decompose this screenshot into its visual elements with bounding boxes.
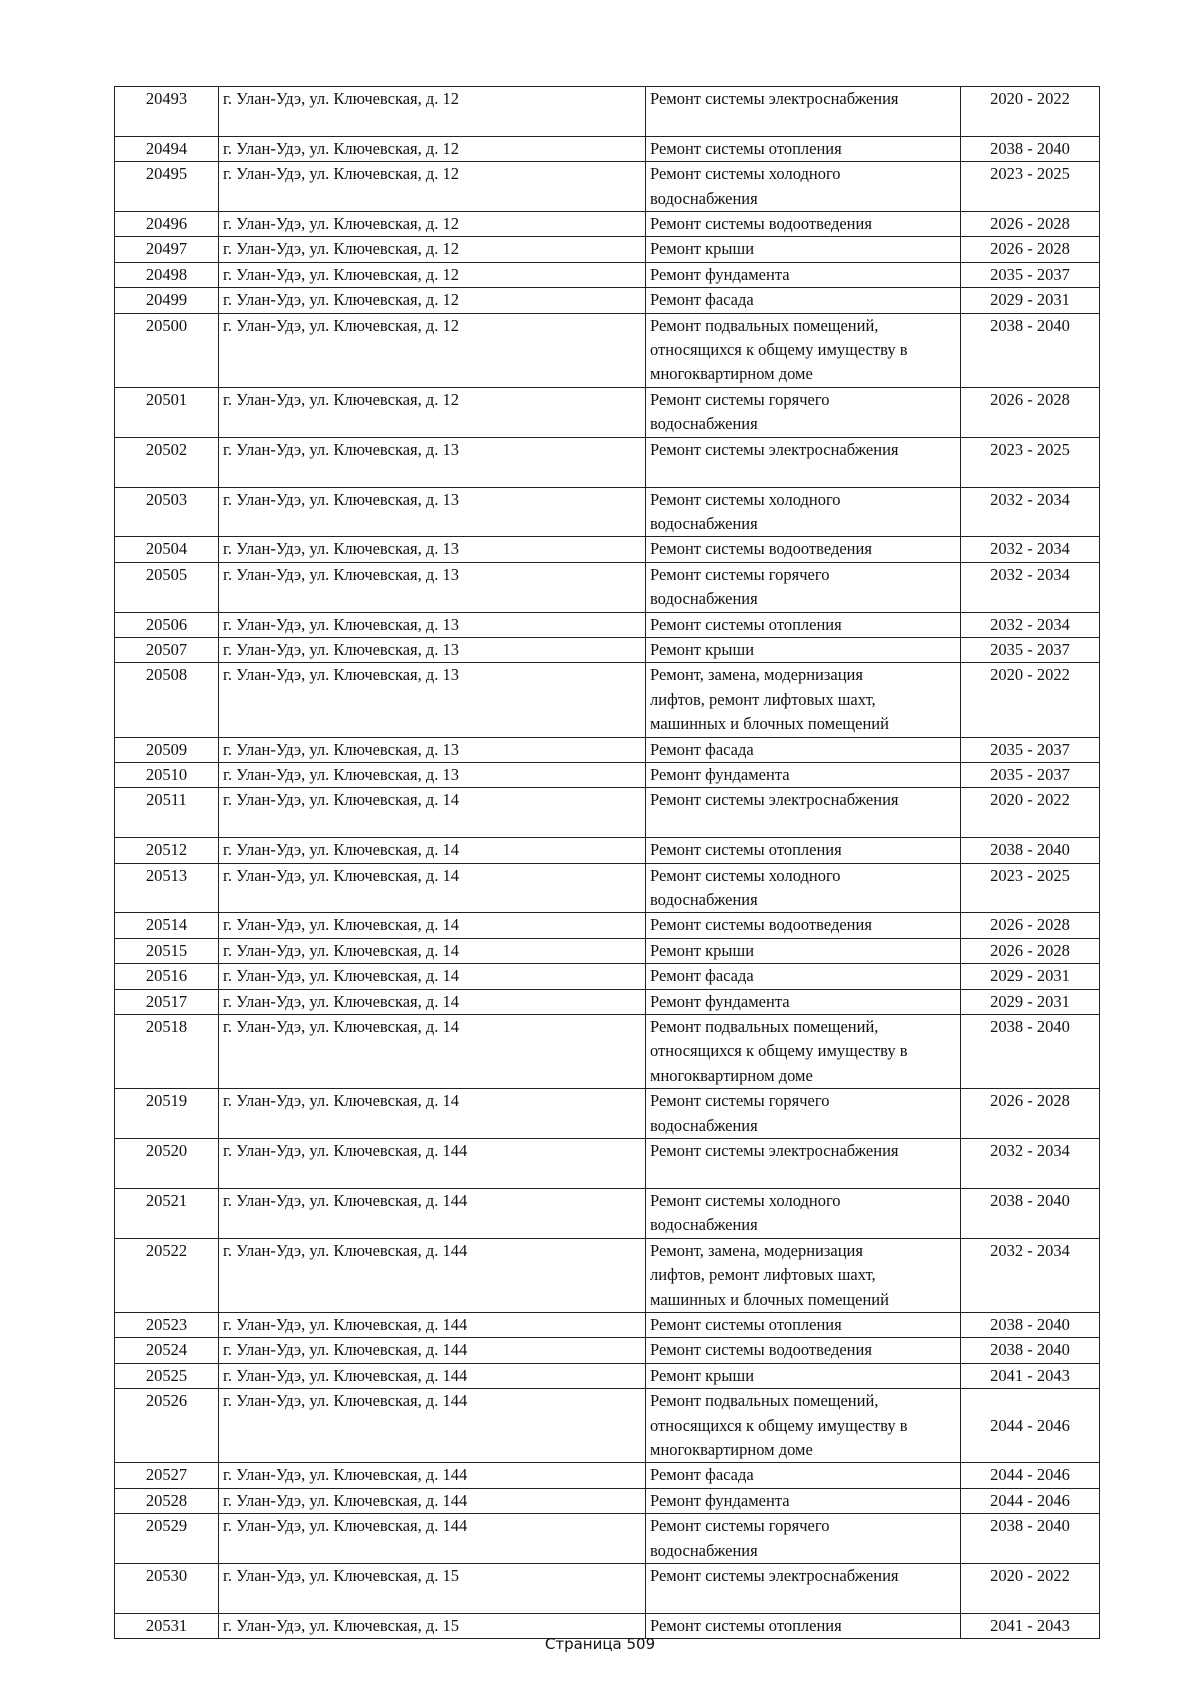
work-type-cell [646, 313, 961, 387]
work-type-line [650, 1588, 956, 1612]
period-cell: 2020 - 2022 [961, 663, 1100, 737]
row-number: 20523 [115, 1312, 219, 1337]
row-number: 20496 [115, 212, 219, 237]
work-type-line [650, 1163, 956, 1187]
row-number: 20509 [115, 737, 219, 762]
work-type-line: Ремонт фундамента [650, 764, 790, 784]
period-cell: 2020 - 2022 [961, 788, 1100, 838]
work-type-line: Ремонт системы горячего [650, 564, 830, 584]
work-type-line: относящихся к общему имуществу в [650, 1041, 908, 1061]
work-type-cell [646, 237, 961, 262]
row-number: 20527 [115, 1463, 219, 1488]
address-cell: г. Улан-Удэ, ул. Ключевская, д. 14 [219, 989, 646, 1014]
work-type-line: относящихся к общему имуществу в [650, 1415, 908, 1435]
period-cell: 2035 - 2037 [961, 762, 1100, 787]
row-number: 20495 [115, 162, 219, 212]
period-cell: 2038 - 2040 [961, 1338, 1100, 1363]
table-row [115, 1463, 1100, 1488]
row-number: 20519 [115, 1089, 219, 1139]
work-type-cell [646, 1563, 961, 1613]
period-cell: 2035 - 2037 [961, 262, 1100, 287]
address-cell: г. Улан-Удэ, ул. Ключевская, д. 13 [219, 663, 646, 737]
work-type-line: Ремонт крыши [650, 239, 755, 259]
address-cell: г. Улан-Удэ, ул. Ключевская, д. 14 [219, 838, 646, 863]
address-cell: г. Улан-Удэ, ул. Ключевская, д. 12 [219, 387, 646, 437]
address-cell: г. Улан-Удэ, ул. Ключевская, д. 144 [219, 1463, 646, 1488]
row-number: 20518 [115, 1015, 219, 1089]
table-row [115, 863, 1100, 913]
row-number: 20515 [115, 938, 219, 963]
work-type-line: Ремонт крыши [650, 1365, 755, 1385]
address-cell: г. Улан-Удэ, ул. Ключевская, д. 12 [219, 212, 646, 237]
work-type-cell [646, 537, 961, 562]
work-type-line: многоквартирном доме [650, 1065, 813, 1085]
row-number: 20510 [115, 762, 219, 787]
work-type-cell [646, 1488, 961, 1513]
row-number: 20514 [115, 913, 219, 938]
address-cell: г. Улан-Удэ, ул. Ключевская, д. 13 [219, 537, 646, 562]
address-cell: г. Улан-Удэ, ул. Ключевская, д. 14 [219, 863, 646, 913]
page-number: Страница 509 [544, 1635, 656, 1653]
period-cell: 2023 - 2025 [961, 863, 1100, 913]
address-cell: г. Улан-Удэ, ул. Ключевская, д. 144 [219, 1312, 646, 1337]
period-cell: 2032 - 2034 [961, 537, 1100, 562]
address-cell: г. Улан-Удэ, ул. Ключевская, д. 144 [219, 1338, 646, 1363]
work-type-line: Ремонт системы электроснабжения [650, 89, 899, 108]
period-cell: 2041 - 2043 [961, 1613, 1100, 1638]
work-type-line: Ремонт системы электроснабжения [650, 790, 899, 810]
work-type-line: Ремонт системы холодного [650, 865, 841, 885]
table-row [115, 1089, 1100, 1139]
table-row [115, 1139, 1100, 1189]
works-table-body [115, 87, 1100, 1639]
table-row [115, 1188, 1100, 1238]
work-type-cell [646, 863, 961, 913]
address-cell: г. Улан-Удэ, ул. Ключевская, д. 144 [219, 1363, 646, 1388]
period-cell: 2032 - 2034 [961, 562, 1100, 612]
work-type-cell [646, 737, 961, 762]
work-type-line: водоснабжения [650, 513, 758, 533]
period-cell: 2026 - 2028 [961, 212, 1100, 237]
work-type-line: водоснабжения [650, 188, 758, 208]
work-type-line: Ремонт системы холодного [650, 1190, 841, 1210]
address-cell: г. Улан-Удэ, ул. Ключевская, д. 12 [219, 162, 646, 212]
table-row [115, 1363, 1100, 1388]
work-type-cell [646, 838, 961, 863]
work-type-line: Ремонт подвальных помещений, [650, 315, 879, 335]
period-cell: 2044 - 2046 [961, 1463, 1100, 1488]
period-cell: 2041 - 2043 [961, 1363, 1100, 1388]
address-cell: г. Улан-Удэ, ул. Ключевская, д. 14 [219, 938, 646, 963]
table-row [115, 663, 1100, 737]
table-row [115, 1338, 1100, 1363]
work-type-line: водоснабжения [650, 1540, 758, 1560]
work-type-cell [646, 964, 961, 989]
work-type-cell [646, 762, 961, 787]
row-number: 20524 [115, 1338, 219, 1363]
work-type-line: Ремонт системы электроснабжения [650, 1141, 899, 1161]
work-type-line: Ремонт фундамента [650, 264, 790, 284]
work-type-line: Ремонт системы горячего [650, 1516, 830, 1536]
table-row [115, 237, 1100, 262]
work-type-cell [646, 1389, 961, 1463]
table-row [115, 288, 1100, 313]
table-row [115, 387, 1100, 437]
table-row [115, 964, 1100, 989]
table-row [115, 562, 1100, 612]
work-type-line: многоквартирном доме [650, 364, 813, 384]
work-type-cell [646, 1338, 961, 1363]
work-type-line: Ремонт подвальных помещений, [650, 1391, 879, 1411]
work-type-line: Ремонт фасада [650, 739, 754, 759]
period-cell: 2038 - 2040 [961, 838, 1100, 863]
period-cell: 2026 - 2028 [961, 387, 1100, 437]
work-type-line: лифтов, ремонт лифтовых шахт, [650, 1265, 876, 1285]
period-cell: 2029 - 2031 [961, 989, 1100, 1014]
work-type-line: Ремонт фасада [650, 966, 754, 986]
work-type-cell [646, 162, 961, 212]
table-row [115, 838, 1100, 863]
row-number: 20506 [115, 612, 219, 637]
period-cell: 2020 - 2022 [961, 1563, 1100, 1613]
period-cell: 2032 - 2034 [961, 1238, 1100, 1312]
work-type-line [650, 813, 956, 837]
work-type-line: Ремонт системы водоотведения [650, 915, 872, 935]
period-cell: 2038 - 2040 [961, 136, 1100, 161]
period-cell: 2035 - 2037 [961, 637, 1100, 662]
row-number: 20499 [115, 288, 219, 313]
work-type-cell [646, 1312, 961, 1337]
address-cell: г. Улан-Удэ, ул. Ключевская, д. 14 [219, 913, 646, 938]
work-type-line: Ремонт системы электроснабжения [650, 1565, 899, 1585]
work-type-cell [646, 212, 961, 237]
table-row [115, 87, 1100, 137]
table-row [115, 1514, 1100, 1564]
work-type-cell [646, 913, 961, 938]
work-type-line: Ремонт крыши [650, 639, 755, 659]
table-row [115, 136, 1100, 161]
address-cell: г. Улан-Удэ, ул. Ключевская, д. 13 [219, 762, 646, 787]
table-row [115, 637, 1100, 662]
address-cell: г. Улан-Удэ, ул. Ключевская, д. 12 [219, 313, 646, 387]
row-number: 20511 [115, 788, 219, 838]
address-cell: г. Улан-Удэ, ул. Ключевская, д. 144 [219, 1514, 646, 1564]
work-type-line: Ремонт фасада [650, 1465, 754, 1485]
row-number: 20497 [115, 237, 219, 262]
work-type-cell [646, 1015, 961, 1089]
row-number: 20513 [115, 863, 219, 913]
row-number: 20494 [115, 136, 219, 161]
period-cell: 2026 - 2028 [961, 1089, 1100, 1139]
period-cell: 2023 - 2025 [961, 437, 1100, 487]
row-number: 20502 [115, 437, 219, 487]
table-row [115, 737, 1100, 762]
work-type-cell [646, 1238, 961, 1312]
work-type-line: водоснабжения [650, 1215, 758, 1235]
work-type-cell [646, 437, 961, 487]
work-type-line: Ремонт системы электроснабжения [650, 439, 899, 459]
work-type-line: Ремонт системы водоотведения [650, 539, 872, 559]
work-type-cell [646, 1188, 961, 1238]
row-number: 20525 [115, 1363, 219, 1388]
row-number: 20522 [115, 1238, 219, 1312]
row-number: 20505 [115, 562, 219, 612]
table-row [115, 1238, 1100, 1312]
address-cell: г. Улан-Удэ, ул. Ключевская, д. 144 [219, 1389, 646, 1463]
work-type-line: Ремонт подвальных помещений, [650, 1017, 879, 1037]
work-type-line: Ремонт системы отопления [650, 1314, 842, 1334]
table-row [115, 989, 1100, 1014]
row-number: 20500 [115, 313, 219, 387]
work-type-cell [646, 989, 961, 1014]
work-type-line: машинных и блочных помещений [650, 1289, 889, 1309]
work-type-line: Ремонт системы холодного [650, 489, 841, 509]
work-type-cell [646, 1089, 961, 1139]
address-cell: г. Улан-Удэ, ул. Ключевская, д. 12 [219, 262, 646, 287]
row-number: 20530 [115, 1563, 219, 1613]
table-row [115, 1312, 1100, 1337]
work-type-line: многоквартирном доме [650, 1439, 813, 1459]
table-row [115, 612, 1100, 637]
row-number: 20504 [115, 537, 219, 562]
work-type-line: водоснабжения [650, 589, 758, 609]
row-number: 20503 [115, 487, 219, 537]
table-row [115, 938, 1100, 963]
row-number: 20528 [115, 1488, 219, 1513]
row-number: 20520 [115, 1139, 219, 1189]
table-row [115, 212, 1100, 237]
work-type-line: Ремонт системы отопления [650, 840, 842, 860]
work-type-cell [646, 612, 961, 637]
work-type-line: Ремонт, замена, модернизация [650, 1240, 863, 1260]
row-number: 20531 [115, 1613, 219, 1638]
period-cell: 2029 - 2031 [961, 964, 1100, 989]
work-type-line: Ремонт фундамента [650, 991, 790, 1011]
work-type-cell [646, 1463, 961, 1488]
row-number: 20493 [115, 87, 219, 137]
address-cell: г. Улан-Удэ, ул. Ключевская, д. 14 [219, 964, 646, 989]
address-cell: г. Улан-Удэ, ул. Ключевская, д. 13 [219, 437, 646, 487]
work-type-cell [646, 1363, 961, 1388]
address-cell: г. Улан-Удэ, ул. Ключевская, д. 14 [219, 788, 646, 838]
table-row [115, 762, 1100, 787]
period-cell: 2032 - 2034 [961, 487, 1100, 537]
address-cell: г. Улан-Удэ, ул. Ключевская, д. 13 [219, 562, 646, 612]
period-cell: 2038 - 2040 [961, 1312, 1100, 1337]
table-row [115, 437, 1100, 487]
period-cell: 2038 - 2040 [961, 1188, 1100, 1238]
work-type-line: Ремонт фасада [650, 290, 754, 310]
row-number: 20516 [115, 964, 219, 989]
address-cell: г. Улан-Удэ, ул. Ключевская, д. 144 [219, 1488, 646, 1513]
address-cell: г. Улан-Удэ, ул. Ключевская, д. 15 [219, 1613, 646, 1638]
address-cell: г. Улан-Удэ, ул. Ключевская, д. 12 [219, 288, 646, 313]
address-cell: г. Улан-Удэ, ул. Ключевская, д. 12 [219, 237, 646, 262]
work-type-cell [646, 487, 961, 537]
work-type-line: водоснабжения [650, 1115, 758, 1135]
period-cell: 2038 - 2040 [961, 1015, 1100, 1089]
row-number: 20512 [115, 838, 219, 863]
work-type-line: относящихся к общему имуществу в [650, 340, 908, 360]
address-cell: г. Улан-Удэ, ул. Ключевская, д. 12 [219, 136, 646, 161]
address-cell: г. Улан-Удэ, ул. Ключевская, д. 144 [219, 1139, 646, 1189]
row-number: 20521 [115, 1188, 219, 1238]
work-type-cell [646, 1139, 961, 1189]
table-row [115, 1563, 1100, 1613]
work-type-cell [646, 87, 961, 137]
row-number: 20526 [115, 1389, 219, 1463]
work-type-cell [646, 387, 961, 437]
period-cell: 2020 - 2022 [961, 87, 1100, 137]
row-number: 20508 [115, 663, 219, 737]
table-row [115, 1389, 1100, 1463]
table-row [115, 913, 1100, 938]
table-row [115, 788, 1100, 838]
work-type-line: Ремонт системы горячего [650, 1091, 830, 1111]
work-type-cell [646, 136, 961, 161]
work-type-cell [646, 1514, 961, 1564]
period-cell: 2026 - 2028 [961, 913, 1100, 938]
row-number: 20498 [115, 262, 219, 287]
period-cell: 2023 - 2025 [961, 162, 1100, 212]
address-cell: г. Улан-Удэ, ул. Ключевская, д. 144 [219, 1188, 646, 1238]
table-row [115, 537, 1100, 562]
period-cell: 2032 - 2034 [961, 612, 1100, 637]
work-type-line: Ремонт системы водоотведения [650, 1340, 872, 1360]
work-type-line: лифтов, ремонт лифтовых шахт, [650, 689, 876, 709]
work-type-line: Ремонт системы водоотведения [650, 214, 872, 234]
address-cell: г. Улан-Удэ, ул. Ключевская, д. 13 [219, 612, 646, 637]
address-cell: г. Улан-Удэ, ул. Ключевская, д. 13 [219, 637, 646, 662]
work-type-cell [646, 288, 961, 313]
row-number: 20501 [115, 387, 219, 437]
work-type-cell [646, 562, 961, 612]
address-cell: г. Улан-Удэ, ул. Ключевская, д. 14 [219, 1089, 646, 1139]
period-cell: 2044 - 2046 [961, 1488, 1100, 1513]
period-cell: 2029 - 2031 [961, 288, 1100, 313]
address-cell: г. Улан-Удэ, ул. Ключевская, д. 13 [219, 487, 646, 537]
work-type-line: Ремонт системы отопления [650, 1615, 842, 1635]
work-type-cell [646, 637, 961, 662]
address-cell: г. Улан-Удэ, ул. Ключевская, д. 144 [219, 1238, 646, 1312]
address-cell: г. Улан-Удэ, ул. Ключевская, д. 15 [219, 1563, 646, 1613]
period-cell: 2038 - 2040 [961, 1514, 1100, 1564]
table-row [115, 487, 1100, 537]
work-type-line: Ремонт системы горячего [650, 389, 830, 409]
work-type-line: машинных и блочных помещений [650, 714, 889, 734]
period-cell: 2035 - 2037 [961, 737, 1100, 762]
period-cell: 2026 - 2028 [961, 237, 1100, 262]
work-type-line: Ремонт фундамента [650, 1490, 790, 1510]
work-type-cell [646, 788, 961, 838]
work-type-line [650, 462, 956, 486]
address-cell: г. Улан-Удэ, ул. Ключевская, д. 13 [219, 737, 646, 762]
table-row [115, 162, 1100, 212]
table-row [115, 1015, 1100, 1089]
address-cell: г. Улан-Удэ, ул. Ключевская, д. 14 [219, 1015, 646, 1089]
period-cell: 2044 - 2046 [961, 1389, 1100, 1463]
work-type-line: Ремонт крыши [650, 940, 755, 960]
row-number: 20517 [115, 989, 219, 1014]
work-type-line: Ремонт системы отопления [650, 138, 842, 158]
work-type-line: водоснабжения [650, 890, 758, 909]
work-type-line: водоснабжения [650, 414, 758, 434]
address-cell: г. Улан-Удэ, ул. Ключевская, д. 12 [219, 87, 646, 137]
table-row [115, 262, 1100, 287]
row-number: 20507 [115, 637, 219, 662]
table-row [115, 1488, 1100, 1513]
period-cell: 2026 - 2028 [961, 938, 1100, 963]
period-cell: 2032 - 2034 [961, 1139, 1100, 1189]
work-type-cell [646, 938, 961, 963]
work-type-cell [646, 663, 961, 737]
table-row [115, 313, 1100, 387]
period-cell: 2038 - 2040 [961, 313, 1100, 387]
work-type-line [650, 111, 956, 135]
row-number: 20529 [115, 1514, 219, 1564]
work-type-cell [646, 262, 961, 287]
works-table [114, 86, 1100, 1639]
work-type-line: Ремонт системы отопления [650, 614, 842, 634]
work-type-line: Ремонт системы холодного [650, 164, 841, 184]
work-type-line: Ремонт, замена, модернизация [650, 665, 863, 685]
